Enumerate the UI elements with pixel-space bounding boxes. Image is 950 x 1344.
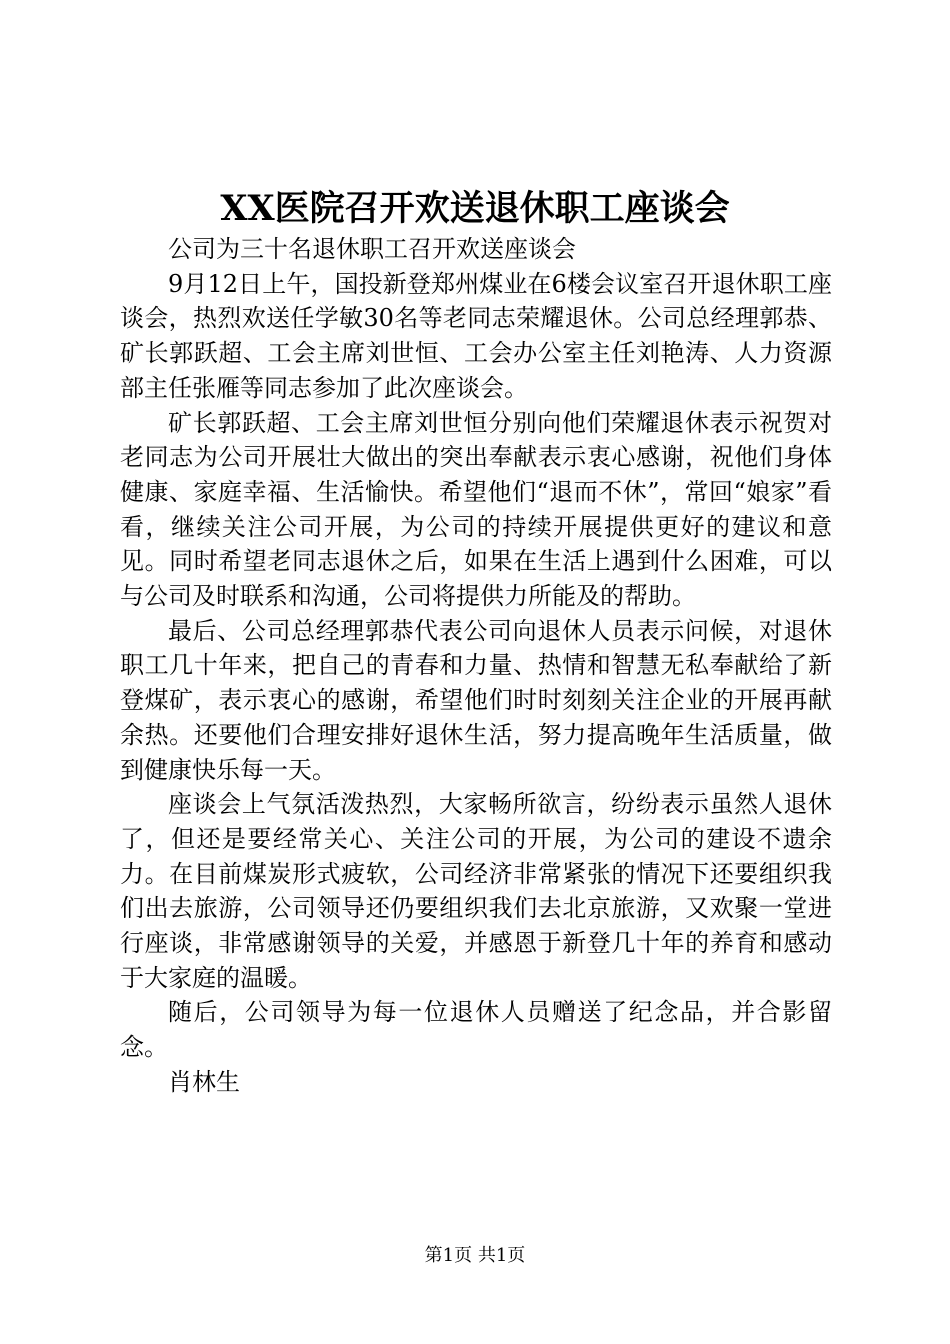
paragraph-subtitle: 公司为三十名退休职工召开欢送座谈会 <box>168 235 576 263</box>
author-signature: 肖林生 <box>168 1067 240 1096</box>
paragraph: 随后，公司领导为每一位退休人员赠送了纪念品，并合影留念。 <box>120 998 832 1062</box>
document-title: XX医院召开欢送退休职工座谈会 <box>220 188 730 229</box>
document-body <box>120 232 832 1100</box>
paragraph: 9月12日上午，国投新登郑州煤业在6楼会议室召开退休职工座谈会，热烈欢送任学敏30名等老同志荣耀退休。公司总经理郭恭、矿长郭跃超、工会主席刘世恒、工会办公室主任刘艳涛、人力资源部主任张雁等同志参加了此次座谈会。 <box>120 269 832 402</box>
paragraph: 最后、公司总经理郭恭代表公司向退休人员表示问候，对退休职工几十年来，把自己的青春和力量、热情和智慧无私奉献给了新登煤矿，表示衷心的感谢，希望他们时时刻刻关注企业的开展再献余热。还要他们合理安排好退休生活，努力提高晚年生活质量，做到健康快乐每一天。 <box>120 616 832 784</box>
page-footer: 第1页 共1页 <box>424 1245 526 1266</box>
paragraph: 座谈会上气氛活泼热烈，大家畅所欲言，纷纷表示虽然人退休了，但还是要经常关心、关注公司的开展，为公司的建设不遗余力。在目前煤炭形式疲软，公司经济非常紧张的情况下还要组织我们出去旅游，公司领导还仍要组织我们去北京旅游，又欢聚一堂进行座谈，非常感谢领导的关爱，并感恩于新登几十年的养育和感动于大家庭的温暖。 <box>120 790 832 992</box>
paragraph: 矿长郭跃超、工会主席刘世恒分别向他们荣耀退休表示祝贺对老同志为公司开展壮大做出的突出奉献表示衷心感谢，祝他们身体健康、家庭幸福、生活愉快。希望他们“退而不休”，常回“娘家”看看，继续关注公司开展，为公司的持续开展提供更好的建议和意见。同时希望老同志退休之后，如果在生活上遇到什么困难，可以与公司及时联系和沟通，公司将提供力所能及的帮助。 <box>120 408 832 611</box>
